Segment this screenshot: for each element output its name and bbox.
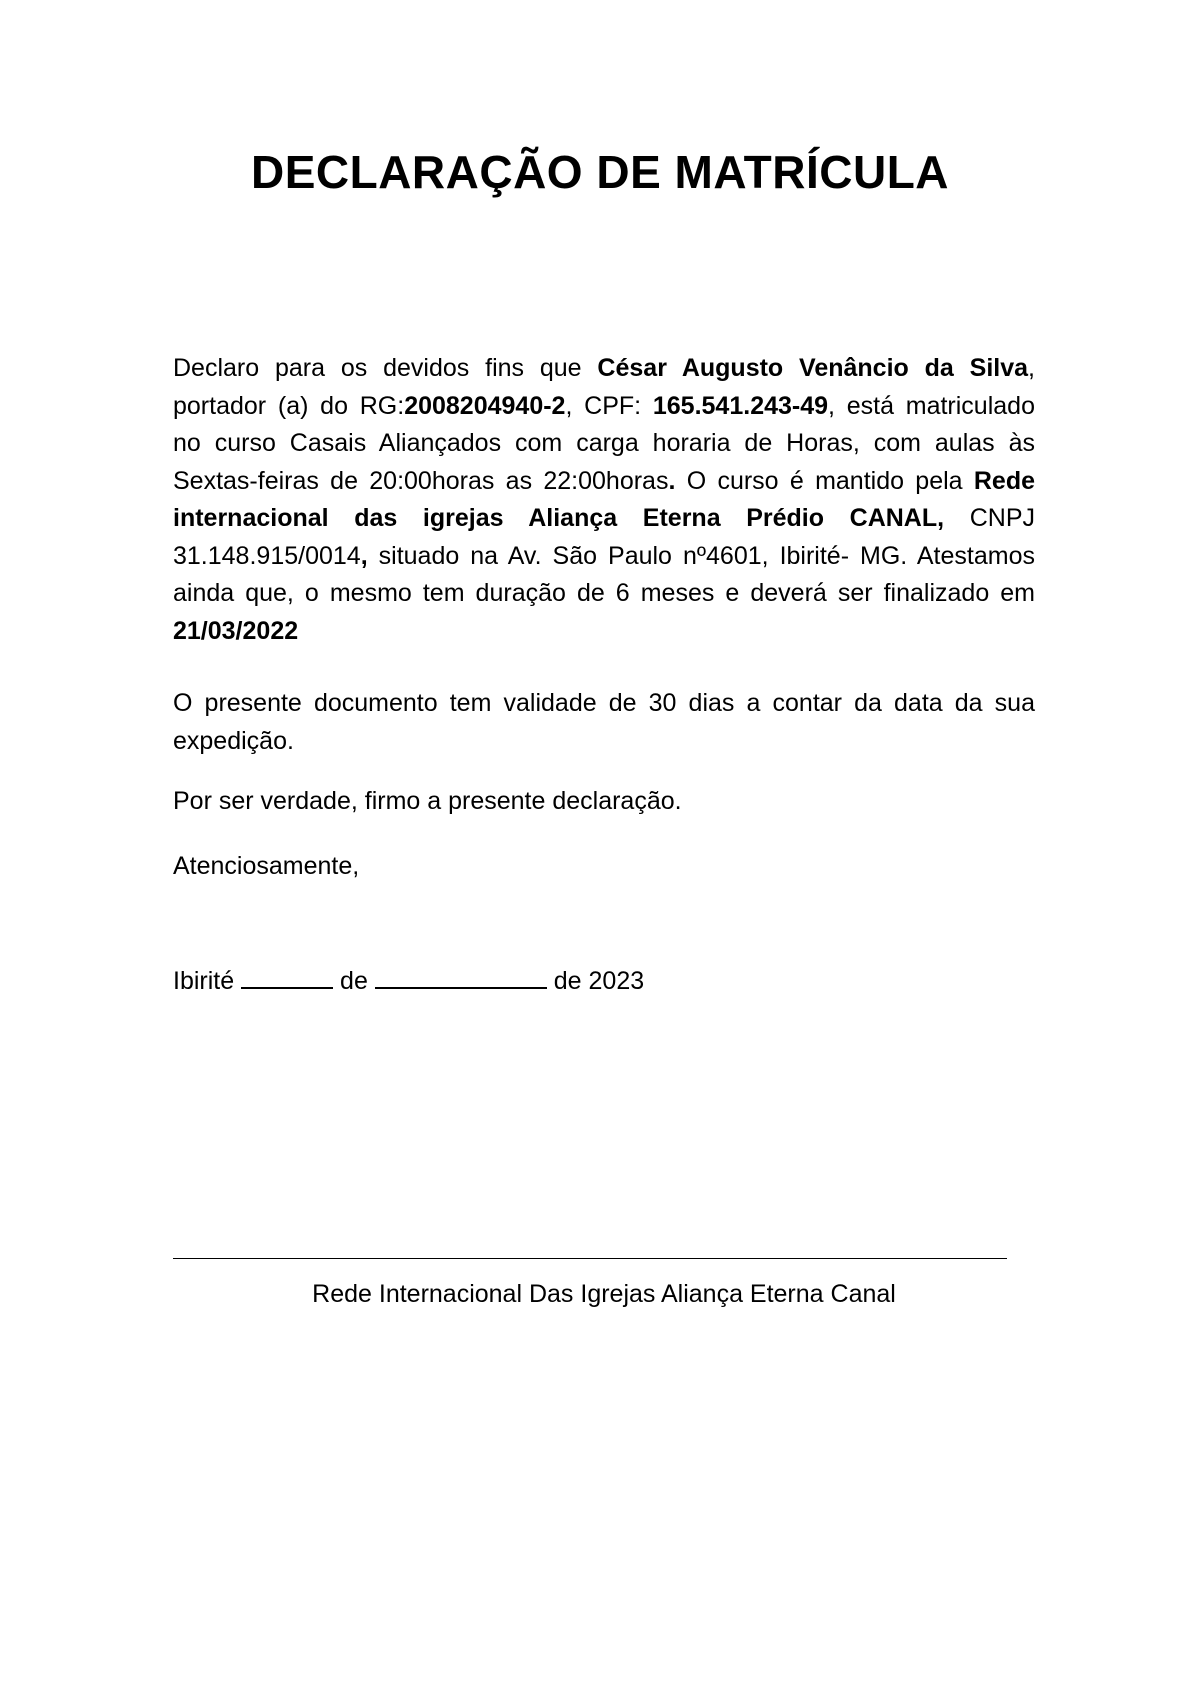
end-date: 21/03/2022 xyxy=(173,616,299,645)
cpf-number: 165.541.243-49 xyxy=(652,391,829,420)
text-segment: , xyxy=(360,541,368,570)
truth-statement: Por ser verdade, firmo a presente declaração. xyxy=(173,787,682,815)
day-blank xyxy=(241,965,333,989)
validity-paragraph: O presente documento tem validade de 30 dias a contar da data da sua expedição. xyxy=(173,689,1035,755)
text-segment: , portador (a) do RG: xyxy=(173,354,1035,420)
date-city: Ibirité xyxy=(173,967,235,995)
signature-line xyxy=(173,1258,1007,1259)
text-segment: , CPF: xyxy=(565,391,653,420)
text-segment: situado na Av. São Paulo nº4601, Ibirité- MG. Atestamos ainda que, o mesmo tem duração de 6 meses e deverá ser finalizado em xyxy=(173,541,1035,607)
signature-name: Rede Internacional Das Igrejas Aliança Eterna Canal xyxy=(312,1280,896,1308)
text-segment: O curso é mantido pela xyxy=(675,466,974,495)
text-segment: . xyxy=(668,466,676,495)
month-blank xyxy=(375,965,547,989)
institution-name: Rede internacional das igrejas Aliança Eterna Prédio CANAL, xyxy=(173,466,1035,532)
date-year: de 2023 xyxy=(553,967,645,995)
student-name: César Augusto Venâncio da Silva xyxy=(597,354,1029,382)
date-line xyxy=(173,963,1035,1001)
date-de: de xyxy=(340,967,368,995)
text-segment: Declaro para os devidos fins que xyxy=(173,354,598,382)
declaration-paragraph xyxy=(173,350,1035,650)
document-title: DECLARAÇÃO DE MATRÍCULA xyxy=(250,146,950,198)
rg-number: 2008204940-2 xyxy=(404,391,566,420)
text-segment: CNPJ 31.148.915/0014 xyxy=(173,504,1036,570)
closing-salutation: Atenciosamente, xyxy=(173,852,360,880)
text-segment: , está matriculado no curso Casais Aliançados com carga horaria de Horas, com aulas às Sextas-feiras de 20:00horas as 22:00horas xyxy=(173,391,1035,495)
